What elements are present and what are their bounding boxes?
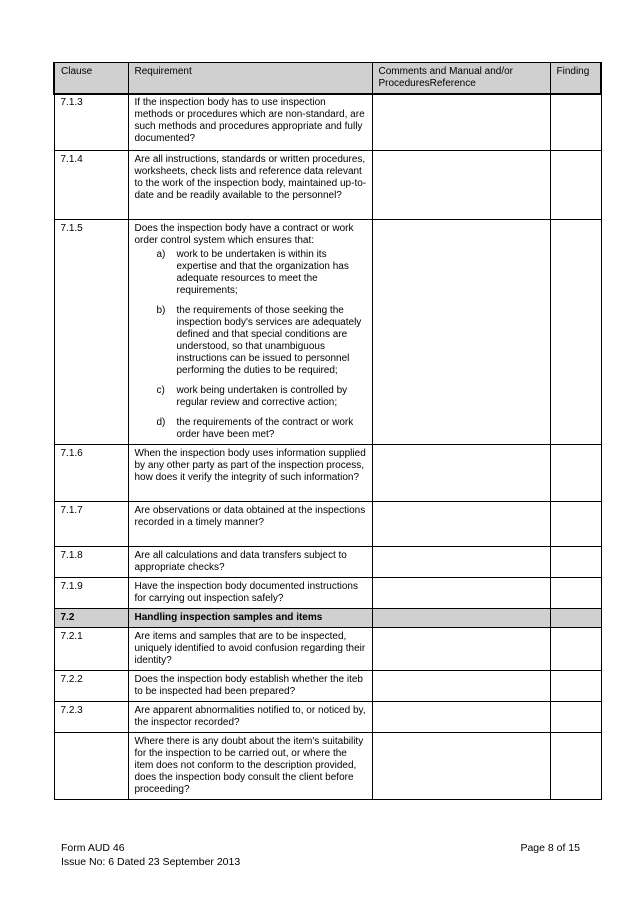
list-text: work to be undertaken is within its expertise and that the organization has adequate resources to meet the requirements;: [176, 249, 349, 296]
list-item: [157, 249, 367, 297]
requirement-cell: Are items and samples that are to be inspected, uniquely identified to avoid confusion regarding their identity?: [128, 628, 372, 671]
requirement-cell: Are all calculations and data transfers subject to appropriate checks?: [128, 547, 372, 578]
finding-cell[interactable]: [550, 547, 601, 578]
clause-cell: [54, 733, 128, 800]
finding-cell[interactable]: [550, 578, 601, 609]
requirement-cell: Are all instructions, standards or written procedures, worksheets, check lists and reference data relevant to the work of the inspection body, maintained up-to-date and be readily available to the personnel?: [128, 151, 372, 220]
finding-cell[interactable]: [550, 733, 601, 800]
section-comments-cell: [372, 609, 550, 628]
clause-cell: 7.1.7: [54, 502, 128, 547]
header-clause: Clause: [54, 63, 128, 94]
comments-cell[interactable]: [372, 220, 550, 445]
clause-cell: 7.1.8: [54, 547, 128, 578]
footer-page-number: Page 8 of 15: [520, 842, 580, 854]
table-row: [54, 628, 601, 671]
finding-cell[interactable]: [550, 151, 601, 220]
table-row: [54, 220, 601, 445]
list-marker: a): [156, 249, 166, 260]
requirement-intro: Does the inspection body have a contract or work order control system which ensures that:: [134, 223, 354, 246]
list-text: the requirements of those seeking the inspection body's services are adequately defined and that special conditions are understood, so that unambiguous instructions can be issued to personnel performing the duties to be required;: [176, 305, 362, 376]
list-item: [157, 385, 367, 409]
requirement-cell: Where there is any doubt about the item's suitability for the inspection to be carried out, or where the item does not conform to the description provided, does the inspection body consult the client before proceeding?: [128, 733, 372, 800]
table-row: [54, 445, 601, 502]
comments-cell[interactable]: [372, 151, 550, 220]
section-title: Handling inspection samples and items: [128, 609, 372, 628]
table-row: [54, 94, 601, 151]
requirement-cell: Have the inspection body documented instructions for carrying out inspection safely?: [128, 578, 372, 609]
table-row: [54, 578, 601, 609]
footer-issue: Issue No: 6 Dated 23 September 2013: [61, 856, 241, 868]
requirement-cell: Does the inspection body establish whether the iteb to be inspected had been prepared?: [128, 671, 372, 702]
header-requirement: Requirement: [128, 63, 372, 94]
section-clause: 7.2: [54, 609, 128, 628]
section-finding-cell: [550, 609, 601, 628]
table-row: [54, 702, 601, 733]
comments-cell[interactable]: [372, 702, 550, 733]
clause-cell: 7.2.2: [54, 671, 128, 702]
footer-form-id: Form AUD 46: [61, 842, 125, 854]
comments-cell[interactable]: [372, 578, 550, 609]
comments-cell[interactable]: [372, 547, 550, 578]
table-header-row: [54, 63, 601, 94]
comments-cell[interactable]: [372, 628, 550, 671]
clause-cell: 7.1.4: [54, 151, 128, 220]
audit-checklist-table: [53, 62, 602, 800]
list-marker: c): [156, 385, 165, 396]
comments-cell[interactable]: [372, 671, 550, 702]
finding-cell[interactable]: [550, 94, 601, 151]
list-item: [157, 417, 367, 441]
clause-cell: 7.2.1: [54, 628, 128, 671]
table-row: [54, 151, 601, 220]
list-marker: d): [156, 417, 166, 428]
finding-cell[interactable]: [550, 445, 601, 502]
sub-requirement-list: [135, 249, 367, 441]
finding-cell[interactable]: [550, 628, 601, 671]
finding-cell[interactable]: [550, 220, 601, 445]
comments-cell[interactable]: [372, 502, 550, 547]
comments-cell[interactable]: [372, 445, 550, 502]
list-marker: b): [156, 305, 166, 316]
comments-cell[interactable]: [372, 733, 550, 800]
list-item: [157, 305, 367, 377]
section-row: [54, 609, 601, 628]
table-row: [54, 671, 601, 702]
clause-cell: 7.1.5: [54, 220, 128, 445]
clause-cell: 7.1.6: [54, 445, 128, 502]
requirement-cell: When the inspection body uses information supplied by any other party as part of the inspection process, how does it verify the integrity of such information?: [128, 445, 372, 502]
finding-cell[interactable]: [550, 671, 601, 702]
header-comments: Comments and Manual and/or ProceduresReference: [372, 63, 550, 94]
requirement-cell: Are apparent abnormalities notified to, or noticed by, the inspector recorded?: [128, 702, 372, 733]
finding-cell[interactable]: [550, 502, 601, 547]
clause-cell: 7.2.3: [54, 702, 128, 733]
table-row: [54, 733, 601, 800]
requirement-cell: Are observations or data obtained at the inspections recorded in a timely manner?: [128, 502, 372, 547]
header-finding: Finding: [550, 63, 601, 94]
comments-cell[interactable]: [372, 94, 550, 151]
list-text: work being undertaken is controlled by regular review and corrective action;: [176, 385, 348, 408]
requirement-cell: [128, 220, 372, 445]
clause-cell: 7.1.3: [54, 94, 128, 151]
requirement-cell: If the inspection body has to use inspection methods or procedures which are non-standard, are such methods and procedures appropriate and fully documented?: [128, 94, 372, 151]
finding-cell[interactable]: [550, 702, 601, 733]
list-text: the requirements of the contract or work order have been met?: [176, 417, 354, 440]
clause-cell: 7.1.9: [54, 578, 128, 609]
table-row: [54, 547, 601, 578]
table-row: [54, 502, 601, 547]
